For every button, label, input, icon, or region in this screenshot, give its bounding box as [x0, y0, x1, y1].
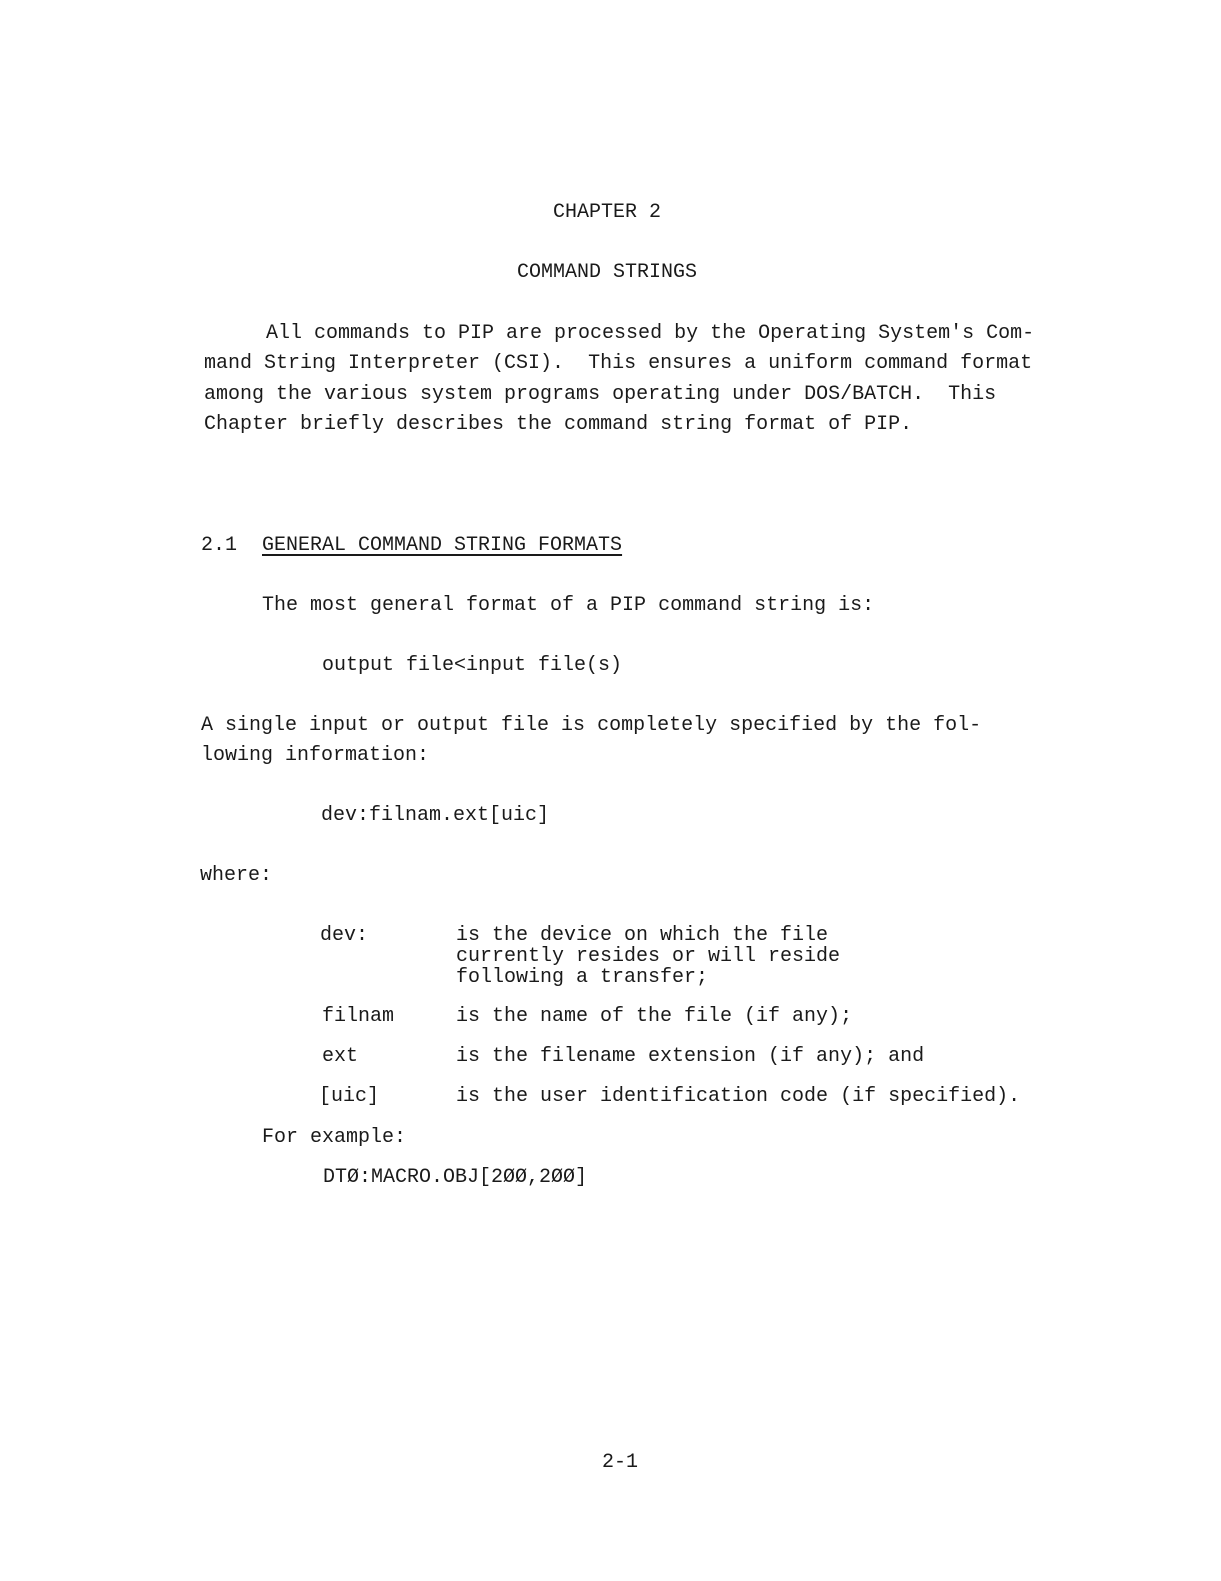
definition-desc: is the device on which the file: [456, 924, 829, 947]
definition-desc: currently resides or will reside: [456, 945, 841, 968]
chapter-label: CHAPTER 2: [553, 201, 662, 224]
spec-line: lowing information:: [201, 744, 430, 767]
section-number: 2.1: [201, 534, 238, 557]
definition-term: [uic]: [319, 1085, 380, 1108]
section-lead: The most general format of a PIP command string is:: [262, 594, 875, 617]
where-label: where:: [200, 864, 273, 887]
definition-term: ext: [322, 1045, 359, 1068]
intro-line: Chapter briefly describes the command string format of PIP.: [204, 413, 913, 436]
page-number: 2-1: [602, 1451, 639, 1474]
chapter-title: COMMAND STRINGS: [517, 261, 698, 284]
definition-desc: is the name of the file (if any);: [456, 1005, 853, 1028]
example-value: DTØ:MACRO.OBJ[2ØØ,2ØØ]: [323, 1166, 588, 1189]
intro-line: mand String Interpreter (CSI). This ensures a uniform command format: [204, 352, 1033, 375]
spec-line: A single input or output file is completely specified by the fol-: [201, 714, 982, 737]
spec-example: dev:filnam.ext[uic]: [321, 804, 550, 827]
intro-line: All commands to PIP are processed by the Operating System's Com-: [266, 322, 1035, 345]
definition-desc: is the filename extension (if any); and: [456, 1045, 925, 1068]
section-title: GENERAL COMMAND STRING FORMATS: [262, 534, 623, 557]
definition-desc: is the user identification code (if specified).: [456, 1085, 1021, 1108]
intro-line: among the various system programs operating under DOS/BATCH. This: [204, 383, 997, 406]
example-label: For example:: [262, 1126, 407, 1149]
definition-desc: following a transfer;: [456, 966, 709, 989]
definition-term: filnam: [322, 1005, 395, 1028]
format-example: output file<input file(s): [322, 654, 623, 677]
definition-term: dev:: [320, 924, 369, 947]
